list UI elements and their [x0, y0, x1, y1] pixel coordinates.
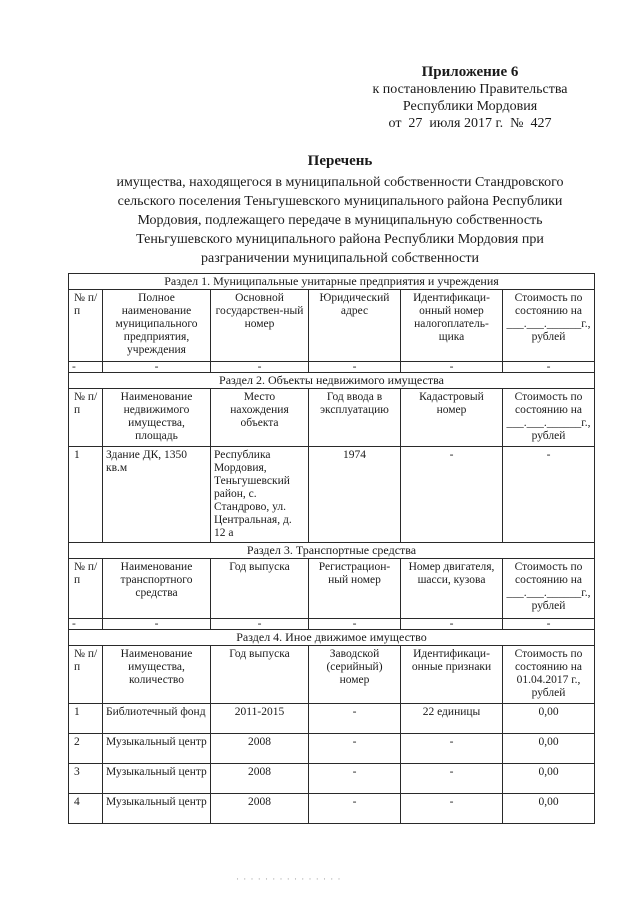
column-header: Год выпуска [211, 559, 309, 619]
table-cell: - [103, 619, 211, 630]
column-header: Идентификаци-онный номер налогоплатель-щика [401, 290, 503, 362]
table-row [69, 764, 595, 794]
column-header: № п/п [69, 646, 103, 704]
column-header: Номер двигателя, шасси, кузова [401, 559, 503, 619]
column-header: Место нахождения объекта [211, 389, 309, 447]
table-cell: - [503, 619, 595, 630]
column-header: Наименование имущества, количество [103, 646, 211, 704]
table-cell: - [503, 362, 595, 373]
table-cell: - [401, 362, 503, 373]
table-cell: Библиотечный фонд [103, 704, 211, 734]
table-cell: 1974 [309, 447, 401, 543]
table-row [69, 619, 595, 630]
table-row [69, 704, 595, 734]
property-table [68, 273, 595, 824]
column-header: Год выпуска [211, 646, 309, 704]
table-cell: - [211, 619, 309, 630]
appendix-line: к постановлению Правительства [372, 82, 568, 97]
table-cell: - [309, 734, 401, 764]
table-cell: 0,00 [503, 704, 595, 734]
column-header: Стоимость по состоянию на ___.___.______г., рублей [503, 290, 595, 362]
table-row [69, 362, 595, 373]
table-row [69, 734, 595, 764]
table-cell: Здание ДК, 1350 кв.м [103, 447, 211, 543]
table-cell: 3 [69, 764, 103, 794]
column-header: Полное наименование муниципального предприятия, учреждения [103, 290, 211, 362]
section-3-header-row [69, 559, 595, 619]
column-header: Заводской (серийный) номер [309, 646, 401, 704]
column-header: Стоимость по состоянию на ___.___.______г., рублей [503, 389, 595, 447]
column-header: Год ввода в эксплуатацию [309, 389, 401, 447]
table-cell: 22 единицы [401, 704, 503, 734]
column-header: Юридический адрес [309, 290, 401, 362]
section-2-header-row [69, 389, 595, 447]
appendix-date-line: от 27 июля 2017 г. № 427 [388, 116, 552, 131]
column-header: Идентификаци-онные признаки [401, 646, 503, 704]
table-cell: - [401, 764, 503, 794]
description-line: сельского поселения Теньгушевского муниципального района Республики [117, 194, 563, 209]
table-cell: - [503, 447, 595, 543]
table-cell: - [211, 362, 309, 373]
table-cell: 1 [69, 704, 103, 734]
description-line: разграничении муниципальной собственности [201, 251, 479, 266]
table-cell: - [69, 362, 103, 373]
table-cell: Музыкальный центр [103, 794, 211, 824]
table-cell: 1 [69, 447, 103, 543]
table-cell: 2008 [211, 764, 309, 794]
section-2-title-row [69, 373, 595, 389]
appendix-block [350, 64, 590, 132]
column-header: Наименование недвижимого имущества, площадь [103, 389, 211, 447]
section-1-title-row [69, 274, 595, 290]
section-title: Раздел 2. Объекты недвижимого имущества [69, 373, 595, 389]
description-line: Мордовия, подлежащего передаче в муниципальную собственность [137, 213, 543, 228]
column-header: № п/п [69, 290, 103, 362]
table-cell: 2 [69, 734, 103, 764]
column-header: Кадастровый номер [401, 389, 503, 447]
table-cell: - [309, 794, 401, 824]
column-header: Регистрацион-ный номер [309, 559, 401, 619]
description-line: имущества, находящегося в муниципальной собственности Стандровского [116, 175, 564, 190]
table-cell: - [309, 704, 401, 734]
document-title-block [60, 152, 620, 268]
table-cell: - [309, 619, 401, 630]
table-cell: - [401, 734, 503, 764]
column-header: Стоимость по состоянию на 01.04.2017 г., рублей [503, 646, 595, 704]
table-cell: Музыкальный центр [103, 734, 211, 764]
table-row [69, 794, 595, 824]
section-title: Раздел 4. Иное движимое имущество [69, 630, 595, 646]
table-cell: - [401, 447, 503, 543]
section-4-header-row [69, 646, 595, 704]
column-header: № п/п [69, 559, 103, 619]
column-header: № п/п [69, 389, 103, 447]
scan-artifact: · · · · · · · · · · · · · · · [236, 874, 342, 884]
section-1-header-row [69, 290, 595, 362]
table-cell: Республика Мордовия, Теньгушевский район, с. Стандрово, ул. Центральная, д. 12 а [211, 447, 309, 543]
appendix-title: Приложение 6 [421, 64, 519, 80]
table-cell: - [401, 619, 503, 630]
column-header: Стоимость по состоянию на ___.___.______г., рублей [503, 559, 595, 619]
table-cell: - [103, 362, 211, 373]
description-line: Теньгушевского муниципального района Республики Мордовия при [136, 232, 544, 247]
table-cell: Музыкальный центр [103, 764, 211, 794]
table-row [69, 447, 595, 543]
section-4-title-row [69, 630, 595, 646]
table-cell: - [401, 794, 503, 824]
table-cell: 0,00 [503, 734, 595, 764]
column-header: Наименование транспортного средства [103, 559, 211, 619]
appendix-line: Республики Мордовия [402, 99, 538, 114]
table-cell: 2008 [211, 734, 309, 764]
table-cell: 2011-2015 [211, 704, 309, 734]
section-title: Раздел 3. Транспортные средства [69, 543, 595, 559]
table-cell: 0,00 [503, 794, 595, 824]
section-3-title-row [69, 543, 595, 559]
table-cell: 4 [69, 794, 103, 824]
table-cell: 0,00 [503, 764, 595, 794]
table-cell: - [309, 362, 401, 373]
document-title: Перечень [307, 153, 373, 169]
section-title: Раздел 1. Муниципальные унитарные предприятия и учреждения [69, 274, 595, 290]
table-cell: 2008 [211, 794, 309, 824]
table-cell: - [69, 619, 103, 630]
column-header: Основной государствен-ный номер [211, 290, 309, 362]
table-cell: - [309, 764, 401, 794]
